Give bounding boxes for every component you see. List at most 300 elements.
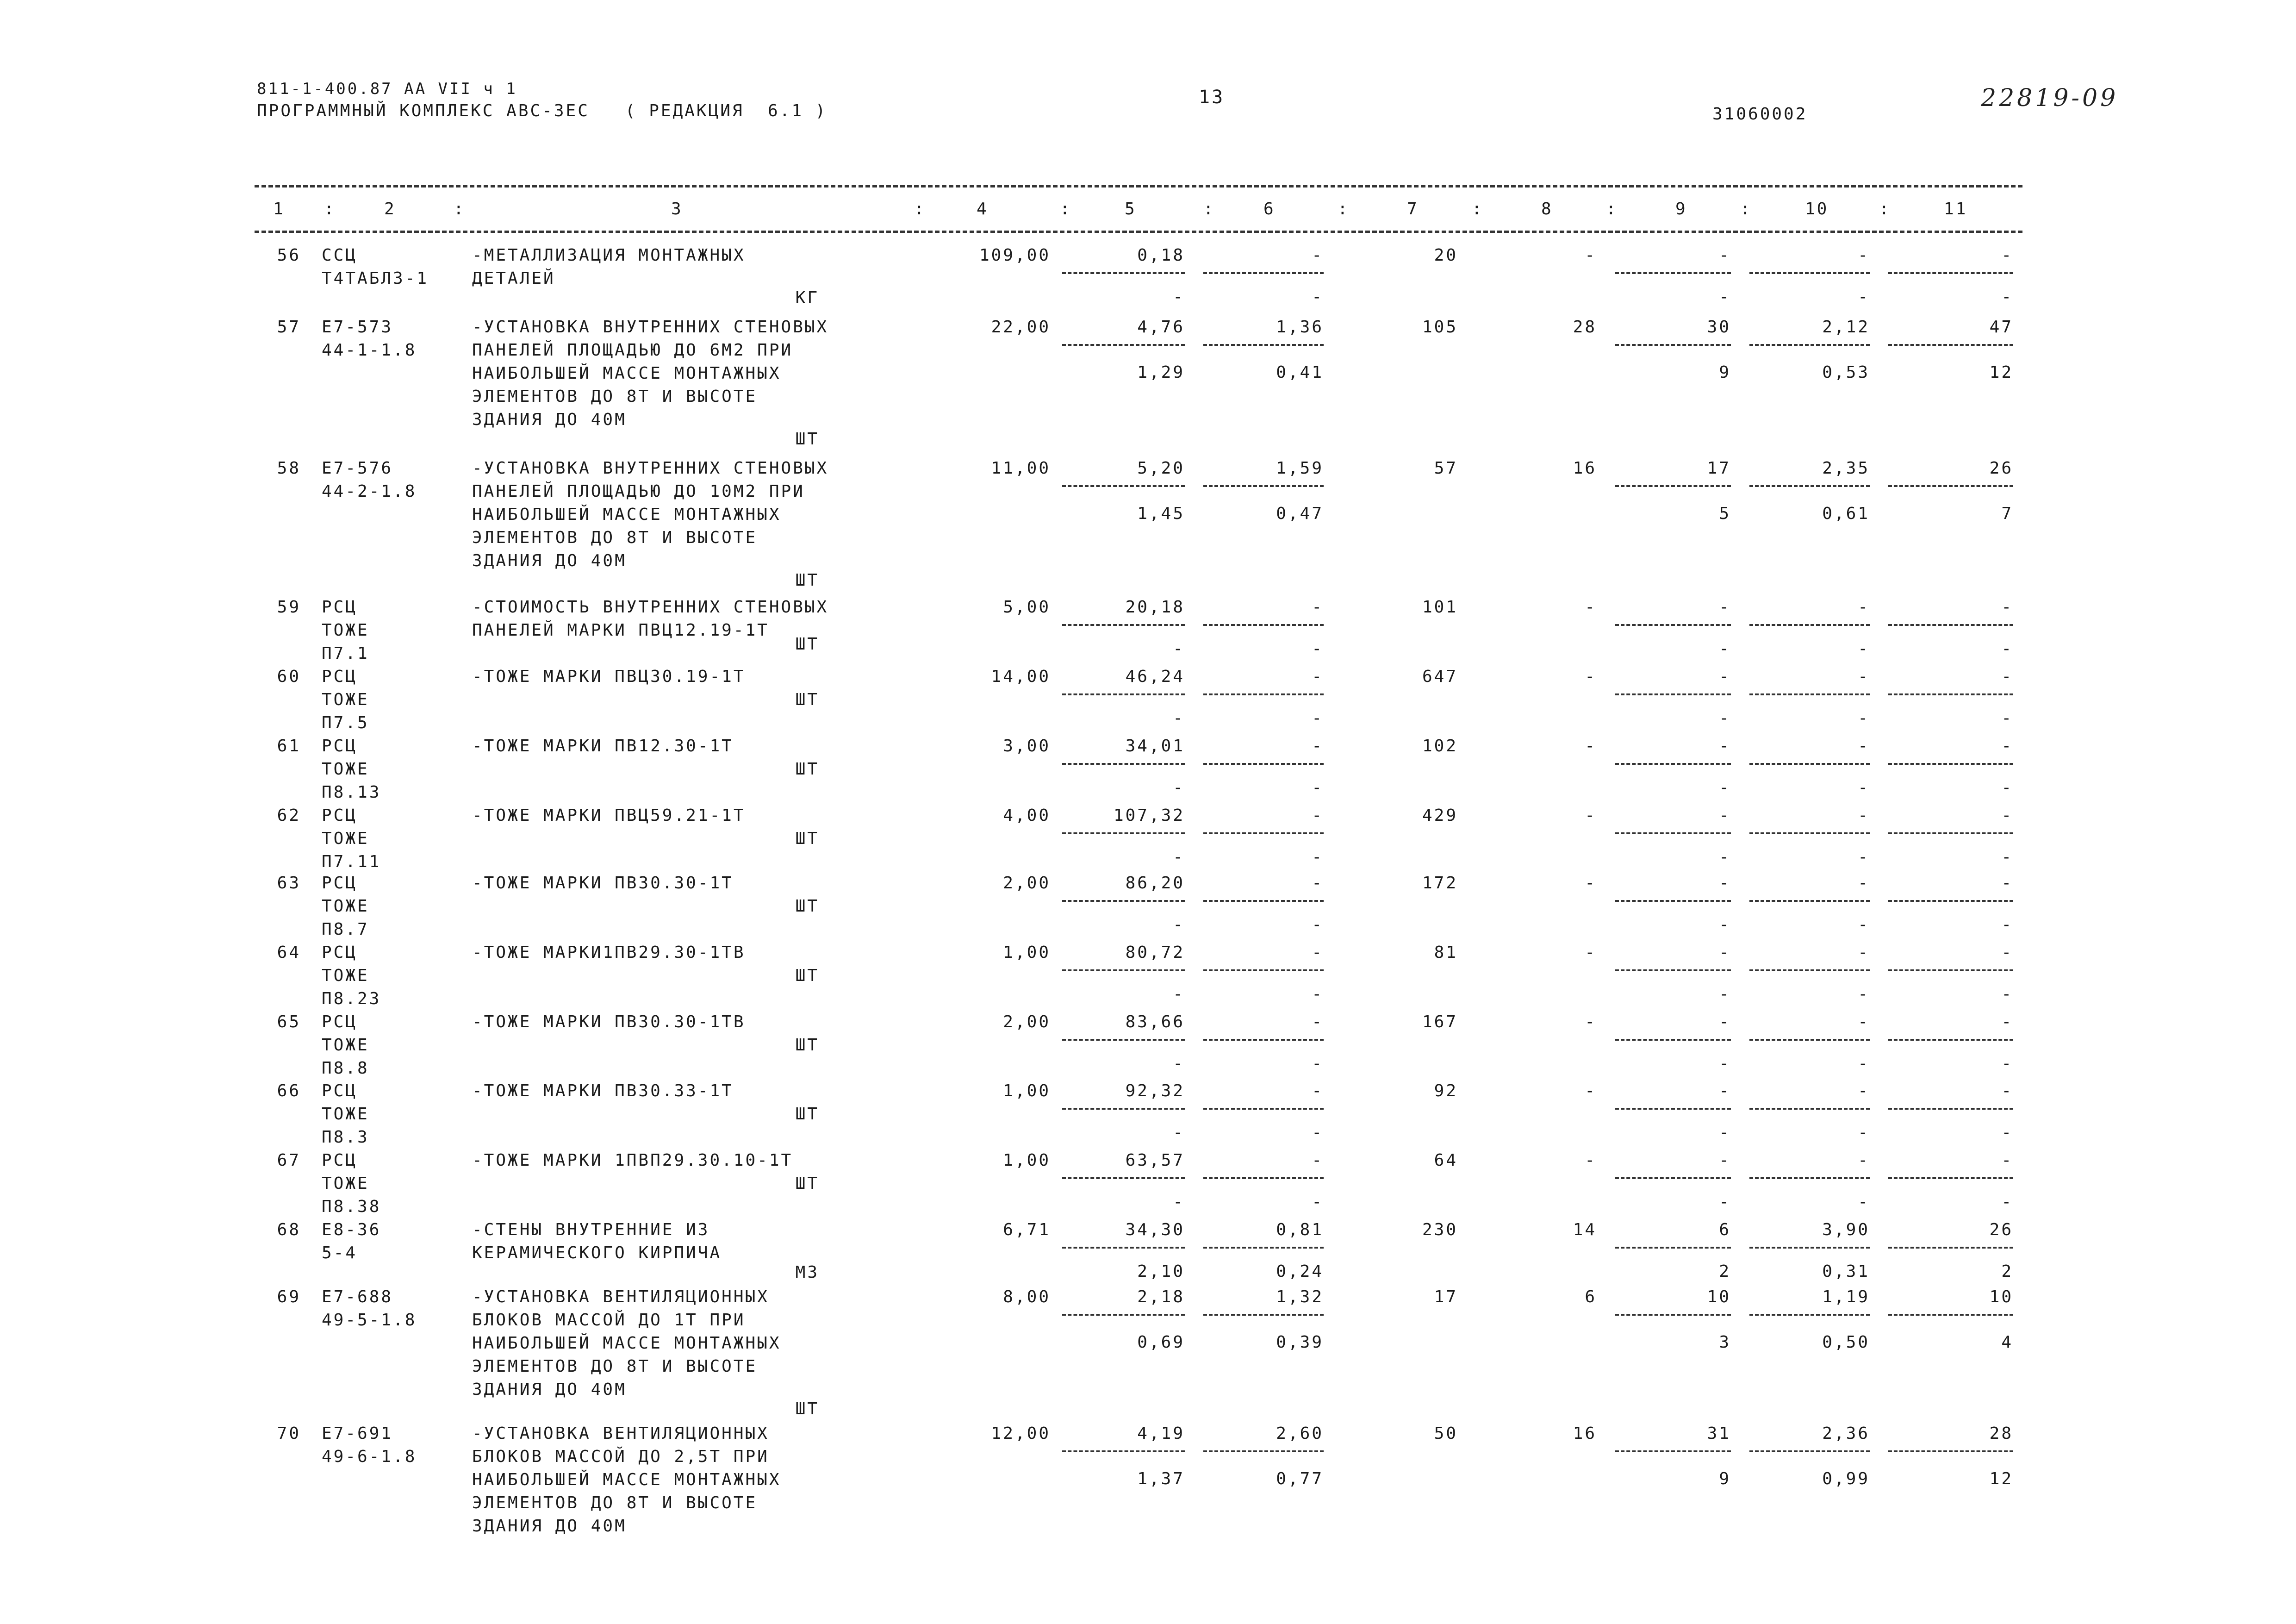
- total-cost: 105: [1422, 318, 1458, 337]
- unit-cost-total: 63,57: [1125, 1151, 1185, 1170]
- rate-code: ССЦ: [322, 246, 358, 265]
- rate-code: РСЦ: [322, 1081, 358, 1100]
- wages-total: 16: [1573, 1424, 1597, 1443]
- total-cost: 101: [1422, 598, 1458, 617]
- unit-cost-machines: -: [1312, 598, 1324, 617]
- work-description: ЗДАНИЯ ДО 40М: [472, 1380, 627, 1399]
- unit-of-measure: ШТ: [795, 571, 819, 590]
- machine-hours: 0,61: [1822, 504, 1870, 523]
- item-number: 62: [277, 806, 301, 825]
- rate-code: 49-6-1.8: [322, 1447, 417, 1466]
- subtotal-rule: [1615, 1450, 1731, 1452]
- item-number: 64: [277, 943, 301, 962]
- work-description: КЕРАМИЧЕСКОГО КИРПИЧА: [472, 1243, 722, 1262]
- column-separator: :: [1606, 200, 1618, 219]
- operation-cost: 31: [1707, 1424, 1731, 1443]
- subtotal-rule: [1062, 1039, 1185, 1041]
- document-code: 31060002: [1712, 105, 1808, 124]
- rate-code: ТОЖЕ: [322, 1036, 369, 1055]
- subtotal-rule: [1888, 1314, 2013, 1316]
- document-reference: 811-1-400.87 АА VII ч 1: [257, 80, 517, 98]
- wages-total: -: [1585, 737, 1597, 756]
- work-description: -УСТАНОВКА ВЕНТИЛЯЦИОННЫХ: [472, 1287, 769, 1306]
- operation-cost: 17: [1707, 459, 1731, 478]
- subtotal-rule: [1062, 344, 1185, 346]
- work-description: -ТОЖЕ МАРКИ 1ПВП29.30.10-1Т: [472, 1151, 793, 1170]
- unit-cost-total: 107,32: [1113, 806, 1185, 825]
- wage-subtotal: 9: [1719, 1469, 1731, 1488]
- subtotal-rule: [1062, 1177, 1185, 1179]
- column-separator: :: [1060, 200, 1072, 219]
- wage-column-11: -: [2001, 985, 2013, 1004]
- unit-cost-total: 20,18: [1125, 598, 1185, 617]
- unit-of-measure: ШТ: [795, 760, 819, 779]
- unit-wage-machines: -: [1312, 778, 1324, 797]
- machine-hours: 0,50: [1822, 1333, 1870, 1352]
- total-cost: 230: [1422, 1220, 1458, 1239]
- rate-code: П8.7: [322, 920, 369, 939]
- unit-wage-machines: -: [1312, 915, 1324, 934]
- subtotal-rule: [1062, 900, 1185, 902]
- quantity: 1,00: [1003, 1151, 1051, 1170]
- quantity: 14,00: [991, 667, 1051, 686]
- subtotal-rule: [1062, 485, 1185, 487]
- wages-total: 14: [1573, 1220, 1597, 1239]
- machine-hours: -: [1858, 915, 1870, 934]
- unit-of-measure: ШТ: [795, 635, 819, 654]
- subtotal-rule: [1062, 969, 1185, 971]
- subtotal-rule: [1203, 272, 1324, 274]
- unit-wage-machines: 0,47: [1276, 504, 1324, 523]
- total-cost: 647: [1422, 667, 1458, 686]
- operation-cost: -: [1719, 1081, 1731, 1100]
- work-description: ЗДАНИЯ ДО 40М: [472, 410, 627, 429]
- subtotal-rule: [1203, 624, 1324, 626]
- column-number-6: 6: [1263, 200, 1276, 219]
- unit-cost-total: 46,24: [1125, 667, 1185, 686]
- item-number: 68: [277, 1220, 301, 1239]
- subtotal-rule: [1062, 832, 1185, 834]
- column-header-rule: [255, 231, 2022, 233]
- unit-wage-machines: 0,24: [1276, 1262, 1324, 1281]
- subtotal-rule: [1749, 344, 1870, 346]
- wage-subtotal: -: [1719, 848, 1731, 867]
- work-description: ДЕТАЛЕЙ: [472, 269, 555, 288]
- subtotal-rule: [1203, 969, 1324, 971]
- quantity: 11,00: [991, 459, 1051, 478]
- unit-of-measure: ШТ: [795, 966, 819, 985]
- column-number-1: 1: [273, 200, 285, 219]
- column-separator: :: [1472, 200, 1484, 219]
- total-cost: 429: [1422, 806, 1458, 825]
- rate-code: Е8-36: [322, 1220, 381, 1239]
- quantity: 3,00: [1003, 737, 1051, 756]
- wages-total: -: [1585, 598, 1597, 617]
- work-description: -ТОЖЕ МАРКИ ПВ30.33-1Т: [472, 1081, 734, 1100]
- subtotal-rule: [1203, 1177, 1324, 1179]
- unit-of-measure: ШТ: [795, 1036, 819, 1055]
- quantity: 8,00: [1003, 1287, 1051, 1306]
- total-cost: 64: [1434, 1151, 1458, 1170]
- wages-total: -: [1585, 874, 1597, 893]
- work-description: ПАНЕЛЕЙ МАРКИ ПВЦ12.19-1Т: [472, 621, 769, 640]
- work-description: ПАНЕЛЕЙ ПЛОЩАДЬЮ ДО 10М2 ПРИ: [472, 482, 805, 501]
- operation-cost: -: [1719, 598, 1731, 617]
- subtotal-rule: [1749, 969, 1870, 971]
- subtotal-rule: [1888, 763, 2013, 765]
- quantity: 12,00: [991, 1424, 1051, 1443]
- rate-code: 44-2-1.8: [322, 482, 417, 501]
- rate-code: ТОЖЕ: [322, 897, 369, 916]
- item-number: 58: [277, 459, 301, 478]
- subtotal-rule: [1888, 693, 2013, 695]
- machine-hours: -: [1858, 778, 1870, 797]
- rate-code: ТОЖЕ: [322, 966, 369, 985]
- wage-column-11: -: [2001, 287, 2013, 306]
- column-separator: :: [1338, 200, 1350, 219]
- unit-wage: -: [1173, 915, 1185, 934]
- machine-hours: -: [1858, 639, 1870, 658]
- cost-column-11: 10: [1989, 1287, 2013, 1306]
- unit-cost-total: 4,19: [1137, 1424, 1185, 1443]
- rate-code: П8.23: [322, 989, 381, 1008]
- wage-subtotal: 5: [1719, 504, 1731, 523]
- item-number: 70: [277, 1424, 301, 1443]
- unit-cost-machines: 0,81: [1276, 1220, 1324, 1239]
- column-separator: :: [454, 200, 466, 219]
- work-description: -УСТАНОВКА ВНУТРЕННИХ СТЕНОВЫХ: [472, 459, 829, 478]
- machine-hours: -: [1858, 848, 1870, 867]
- rate-code: РСЦ: [322, 667, 358, 686]
- cost-column-11: 28: [1989, 1424, 2013, 1443]
- machine-hours: -: [1858, 1123, 1870, 1142]
- total-cost: 92: [1434, 1081, 1458, 1100]
- operation-cost: -: [1719, 1012, 1731, 1031]
- subtotal-rule: [1749, 1039, 1870, 1041]
- unit-cost-machines: -: [1312, 1151, 1324, 1170]
- unit-wage-machines: -: [1312, 1054, 1324, 1073]
- cost-column-11: -: [2001, 667, 2013, 686]
- subtotal-rule: [1062, 272, 1185, 274]
- subtotal-rule: [1888, 969, 2013, 971]
- rate-code: П8.13: [322, 783, 381, 802]
- column-separator: :: [1740, 200, 1752, 219]
- unit-cost-machines: 1,36: [1276, 318, 1324, 337]
- work-description: ПАНЕЛЕЙ ПЛОЩАДЬЮ ДО 6М2 ПРИ: [472, 341, 793, 360]
- wage-subtotal: 9: [1719, 363, 1731, 382]
- labour-hours: 2,35: [1822, 459, 1870, 478]
- labour-hours: -: [1858, 1151, 1870, 1170]
- column-number-10: 10: [1805, 200, 1829, 219]
- machine-hours: -: [1858, 1054, 1870, 1073]
- subtotal-rule: [1749, 1450, 1870, 1452]
- unit-of-measure: ШТ: [795, 829, 819, 848]
- wage-column-11: -: [2001, 1193, 2013, 1212]
- unit-wage-machines: -: [1312, 287, 1324, 306]
- subtotal-rule: [1615, 1108, 1731, 1110]
- unit-of-measure: ШТ: [795, 1399, 819, 1418]
- work-description: ЭЛЕМЕНТОВ ДО 8Т И ВЫСОТЕ: [472, 1357, 758, 1376]
- labour-hours: 1,19: [1822, 1287, 1870, 1306]
- work-description: ЭЛЕМЕНТОВ ДО 8Т И ВЫСОТЕ: [472, 528, 758, 547]
- subtotal-rule: [1062, 1247, 1185, 1249]
- work-description: НАИБОЛЬШЕЙ МАССЕ МОНТАЖНЫХ: [472, 364, 781, 383]
- wages-total: 28: [1573, 318, 1597, 337]
- machine-hours: 0,31: [1822, 1262, 1870, 1281]
- cost-column-11: -: [2001, 246, 2013, 265]
- subtotal-rule: [1615, 1247, 1731, 1249]
- machine-hours: 0,53: [1822, 363, 1870, 382]
- subtotal-rule: [1749, 485, 1870, 487]
- unit-cost-total: 86,20: [1125, 874, 1185, 893]
- unit-cost-machines: 1,32: [1276, 1287, 1324, 1306]
- cost-column-11: 26: [1989, 1220, 2013, 1239]
- labour-hours: -: [1858, 246, 1870, 265]
- unit-wage: -: [1173, 639, 1185, 658]
- column-number-7: 7: [1407, 200, 1419, 219]
- machine-hours: -: [1858, 1193, 1870, 1212]
- subtotal-rule: [1062, 1108, 1185, 1110]
- rate-code: 44-1-1.8: [322, 341, 417, 360]
- item-number: 67: [277, 1151, 301, 1170]
- rate-code: РСЦ: [322, 1151, 358, 1170]
- machine-hours: 0,99: [1822, 1469, 1870, 1488]
- work-description: -ТОЖЕ МАРКИ1ПВ29.30-1ТВ: [472, 943, 746, 962]
- subtotal-rule: [1888, 624, 2013, 626]
- cost-column-11: -: [2001, 1151, 2013, 1170]
- item-number: 66: [277, 1081, 301, 1100]
- column-number-3: 3: [671, 200, 683, 219]
- quantity: 4,00: [1003, 806, 1051, 825]
- item-number: 59: [277, 598, 301, 617]
- unit-wage: -: [1173, 778, 1185, 797]
- unit-of-measure: ШТ: [795, 1105, 819, 1124]
- unit-wage: 2,10: [1137, 1262, 1185, 1281]
- subtotal-rule: [1615, 1314, 1731, 1316]
- wage-column-11: 2: [2001, 1262, 2013, 1281]
- cost-column-11: -: [2001, 874, 2013, 893]
- wage-column-11: -: [2001, 1123, 2013, 1142]
- work-description: НАИБОЛЬШЕЙ МАССЕ МОНТАЖНЫХ: [472, 1334, 781, 1353]
- operation-cost: -: [1719, 667, 1731, 686]
- unit-wage: 0,69: [1137, 1333, 1185, 1352]
- item-number: 57: [277, 318, 301, 337]
- unit-wage-machines: -: [1312, 1193, 1324, 1212]
- unit-of-measure: ШТ: [795, 430, 819, 449]
- item-number: 56: [277, 246, 301, 265]
- work-description: -ТОЖЕ МАРКИ ПВ30.30-1ТВ: [472, 1012, 746, 1031]
- unit-wage-machines: -: [1312, 639, 1324, 658]
- operation-cost: -: [1719, 737, 1731, 756]
- subtotal-rule: [1203, 693, 1324, 695]
- subtotal-rule: [1203, 900, 1324, 902]
- unit-cost-total: 83,66: [1125, 1012, 1185, 1031]
- wage-subtotal: 2: [1719, 1262, 1731, 1281]
- subtotal-rule: [1203, 763, 1324, 765]
- work-description: -ТОЖЕ МАРКИ ПВЦ59.21-1Т: [472, 806, 746, 825]
- quantity: 109,00: [979, 246, 1051, 265]
- operation-cost: 30: [1707, 318, 1731, 337]
- rate-code: Е7-691: [322, 1424, 393, 1443]
- subtotal-rule: [1749, 1177, 1870, 1179]
- rate-code: ТОЖЕ: [322, 829, 369, 848]
- subtotal-rule: [1062, 624, 1185, 626]
- rate-code: П7.11: [322, 852, 381, 871]
- wage-column-11: -: [2001, 1054, 2013, 1073]
- column-number-8: 8: [1541, 200, 1553, 219]
- unit-cost-machines: -: [1312, 943, 1324, 962]
- work-description: ЗДАНИЯ ДО 40М: [472, 1517, 627, 1536]
- wages-total: -: [1585, 806, 1597, 825]
- column-separator: :: [324, 200, 336, 219]
- labour-hours: -: [1858, 943, 1870, 962]
- rate-code: ТОЖЕ: [322, 1105, 369, 1124]
- rate-code: ТОЖЕ: [322, 621, 369, 640]
- operation-cost: -: [1719, 943, 1731, 962]
- subtotal-rule: [1749, 1314, 1870, 1316]
- total-cost: 20: [1434, 246, 1458, 265]
- subtotal-rule: [1062, 693, 1185, 695]
- rate-code: Т4ТАБЛ3-1: [322, 269, 429, 288]
- quantity: 1,00: [1003, 1081, 1051, 1100]
- machine-hours: -: [1858, 287, 1870, 306]
- unit-cost-machines: -: [1312, 806, 1324, 825]
- unit-cost-machines: -: [1312, 667, 1324, 686]
- rate-code: Е7-576: [322, 459, 393, 478]
- cost-column-11: -: [2001, 943, 2013, 962]
- work-description: ЭЛЕМЕНТОВ ДО 8Т И ВЫСОТЕ: [472, 387, 758, 406]
- operation-cost: -: [1719, 246, 1731, 265]
- subtotal-rule: [1888, 900, 2013, 902]
- unit-cost-total: 0,18: [1137, 246, 1185, 265]
- wages-total: -: [1585, 667, 1597, 686]
- wage-column-11: -: [2001, 778, 2013, 797]
- wage-column-11: -: [2001, 915, 2013, 934]
- work-description: -УСТАНОВКА ВНУТРЕННИХ СТЕНОВЫХ: [472, 318, 829, 337]
- total-cost: 102: [1422, 737, 1458, 756]
- unit-wage-machines: 0,39: [1276, 1333, 1324, 1352]
- subtotal-rule: [1749, 1247, 1870, 1249]
- work-description: БЛОКОВ МАССОЙ ДО 2,5Т ПРИ: [472, 1447, 769, 1466]
- subtotal-rule: [1615, 969, 1731, 971]
- cost-column-11: -: [2001, 598, 2013, 617]
- total-cost: 17: [1434, 1287, 1458, 1306]
- subtotal-rule: [1888, 1450, 2013, 1452]
- rate-code: 5-4: [322, 1243, 358, 1262]
- column-number-5: 5: [1125, 200, 1137, 219]
- unit-wage: -: [1173, 1123, 1185, 1142]
- subtotal-rule: [1888, 1039, 2013, 1041]
- work-description: -ТОЖЕ МАРКИ ПВ12.30-1Т: [472, 737, 734, 756]
- labour-hours: -: [1858, 874, 1870, 893]
- unit-cost-machines: -: [1312, 246, 1324, 265]
- subtotal-rule: [1062, 1314, 1185, 1316]
- quantity: 2,00: [1003, 1012, 1051, 1031]
- wage-subtotal: -: [1719, 1054, 1731, 1073]
- rate-code: РСЦ: [322, 943, 358, 962]
- unit-wage-machines: -: [1312, 1123, 1324, 1142]
- work-description: -ТОЖЕ МАРКИ ПВ30.30-1Т: [472, 874, 734, 893]
- work-description: -УСТАНОВКА ВЕНТИЛЯЦИОННЫХ: [472, 1424, 769, 1443]
- subtotal-rule: [1615, 344, 1731, 346]
- unit-of-measure: М3: [795, 1263, 819, 1282]
- unit-wage-machines: -: [1312, 985, 1324, 1004]
- unit-cost-machines: 1,59: [1276, 459, 1324, 478]
- subtotal-rule: [1615, 900, 1731, 902]
- wage-column-11: 12: [1989, 363, 2013, 382]
- labour-hours: -: [1858, 1012, 1870, 1031]
- rate-code: П8.3: [322, 1128, 369, 1147]
- cost-column-11: 47: [1989, 318, 2013, 337]
- column-separator: :: [914, 200, 926, 219]
- subtotal-rule: [1749, 1108, 1870, 1110]
- subtotal-rule: [1615, 1039, 1731, 1041]
- subtotal-rule: [1888, 272, 2013, 274]
- work-description: НАИБОЛЬШЕЙ МАССЕ МОНТАЖНЫХ: [472, 505, 781, 524]
- subtotal-rule: [1062, 763, 1185, 765]
- subtotal-rule: [1203, 832, 1324, 834]
- table-top-rule: [255, 185, 2022, 187]
- quantity: 1,00: [1003, 943, 1051, 962]
- program-title: ПРОГРАММНЫЙ КОМПЛЕКС АВС-3ЕС ( РЕДАКЦИЯ 6.1 ): [257, 101, 828, 120]
- wages-total: -: [1585, 246, 1597, 265]
- quantity: 5,00: [1003, 598, 1051, 617]
- unit-cost-machines: -: [1312, 1012, 1324, 1031]
- subtotal-rule: [1615, 624, 1731, 626]
- labour-hours: -: [1858, 737, 1870, 756]
- cost-column-11: 26: [1989, 459, 2013, 478]
- column-number-9: 9: [1675, 200, 1687, 219]
- column-number-11: 11: [1944, 200, 1968, 219]
- rate-code: РСЦ: [322, 1012, 358, 1031]
- cost-column-11: -: [2001, 806, 2013, 825]
- wage-subtotal: -: [1719, 985, 1731, 1004]
- rate-code: РСЦ: [322, 737, 358, 756]
- labour-hours: -: [1858, 1081, 1870, 1100]
- rate-code: П7.5: [322, 713, 369, 732]
- subtotal-rule: [1615, 832, 1731, 834]
- unit-of-measure: ШТ: [795, 690, 819, 709]
- unit-wage: -: [1173, 709, 1185, 728]
- unit-cost-total: 2,18: [1137, 1287, 1185, 1306]
- wage-subtotal: -: [1719, 778, 1731, 797]
- total-cost: 57: [1434, 459, 1458, 478]
- unit-of-measure: ШТ: [795, 897, 819, 916]
- wage-subtotal: -: [1719, 1193, 1731, 1212]
- rate-code: РСЦ: [322, 598, 358, 617]
- wage-column-11: 7: [2001, 504, 2013, 523]
- operation-cost: -: [1719, 806, 1731, 825]
- wages-total: 6: [1585, 1287, 1597, 1306]
- subtotal-rule: [1888, 344, 2013, 346]
- cost-column-11: -: [2001, 737, 2013, 756]
- rate-code: П8.38: [322, 1197, 381, 1216]
- subtotal-rule: [1888, 1247, 2013, 1249]
- unit-of-measure: КГ: [795, 288, 819, 307]
- operation-cost: 10: [1707, 1287, 1731, 1306]
- subtotal-rule: [1749, 832, 1870, 834]
- labour-hours: 3,90: [1822, 1220, 1870, 1239]
- subtotal-rule: [1615, 272, 1731, 274]
- unit-cost-total: 5,20: [1137, 459, 1185, 478]
- quantity: 22,00: [991, 318, 1051, 337]
- operation-cost: -: [1719, 874, 1731, 893]
- total-cost: 81: [1434, 943, 1458, 962]
- item-number: 61: [277, 737, 301, 756]
- operation-cost: 6: [1719, 1220, 1731, 1239]
- rate-code: Е7-688: [322, 1287, 393, 1306]
- subtotal-rule: [1749, 900, 1870, 902]
